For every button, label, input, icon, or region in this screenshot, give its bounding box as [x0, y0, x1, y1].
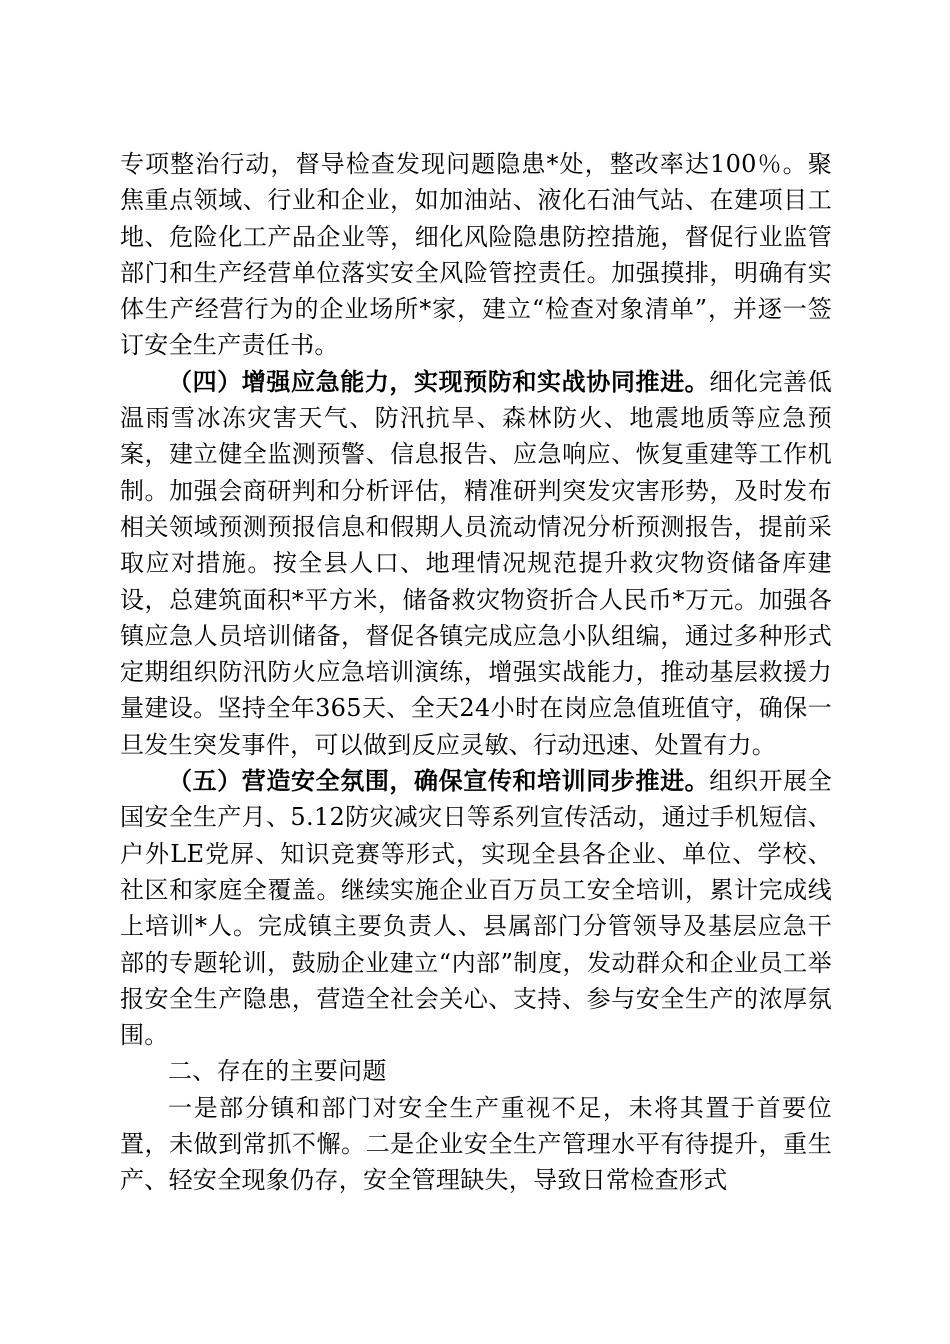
paragraph-problems: 一是部分镇和部门对安全生产重视不足，未将其置于首要位置，未做到常抓不懈。二是企业安全生产管理水平有待提升，重生产、轻安全现象仍存，安全管理缺失，导致日常检查形式 [120, 1093, 832, 1195]
document-body [120, 146, 832, 1199]
paragraph-section-4 [120, 364, 832, 763]
paragraph-section-5 [120, 763, 832, 1053]
section-5-heading: （五）营造安全氛围，确保宣传和培训同步推进。 [168, 766, 710, 796]
paragraph-continued: 专项整治行动，督导检查发现问题隐患*处，整改率达100％。聚焦重点领域、行业和企业，如加油站、液化石油气站、在建项目工地、危险化工产品企业等，细化风险隐患防控措施，督促行业监管部门和生产经营单位落实安全风险管控责任。加强摸排，明确有实体生产经营行为的企业场所*家，建立“检查对象清单”，并逐一签订安全生产责任书。 [120, 150, 832, 360]
section-two-title: 二、存在的主要问题 [168, 1057, 387, 1086]
section-4-body: 细化完善低温雨雪冰冻灾害天气、防汛抗旱、森林防火、地震地质等应急预案，建立健全监测预警、信息报告、应急响应、恢复重建等工作机制。加强会商研判和分析评估，精准研判突发灾害形势，及时发布相关领域预测预报信息和假期人员流动情况分析预测报告，提前采取应对措施。按全县人口、地理情况规范提升救灾物资储备库建设，总建筑面积*平方米，储备救灾物资折合人民币*万元。加强各镇应急人员培训储备，督促各镇完成应急小队组编，通过多种形式定期组织防汛防火应急培训演练，增强实战能力，推动基层救援力量建设。坚持全年365天、全天24小时在岗应急值班值守，确保一旦发生突发事件，可以做到反应灵敏、行动迅速、处置有力。 [120, 367, 832, 759]
section-4-heading: （四）增强应急能力，实现预防和实战协同推进。 [168, 366, 710, 396]
section-5-body: 组织开展全国安全生产月、5.12防灾减灾日等系列宣传活动，通过手机短信、户外LE党屏、知识竞赛等形式，实现全县各企业、单位、学校、社区和家庭全覆盖。继续实施企业百万员工安全培训，累计完成线上培训*人。完成镇主要负责人、县属部门分管领导及基层应急干部的专题轮训，鼓励企业建立“内部”制度，发动群众和企业员工举报安全生产隐患，营造全社会关心、支持、参与安全生产的浓厚氛围。 [120, 767, 832, 1050]
